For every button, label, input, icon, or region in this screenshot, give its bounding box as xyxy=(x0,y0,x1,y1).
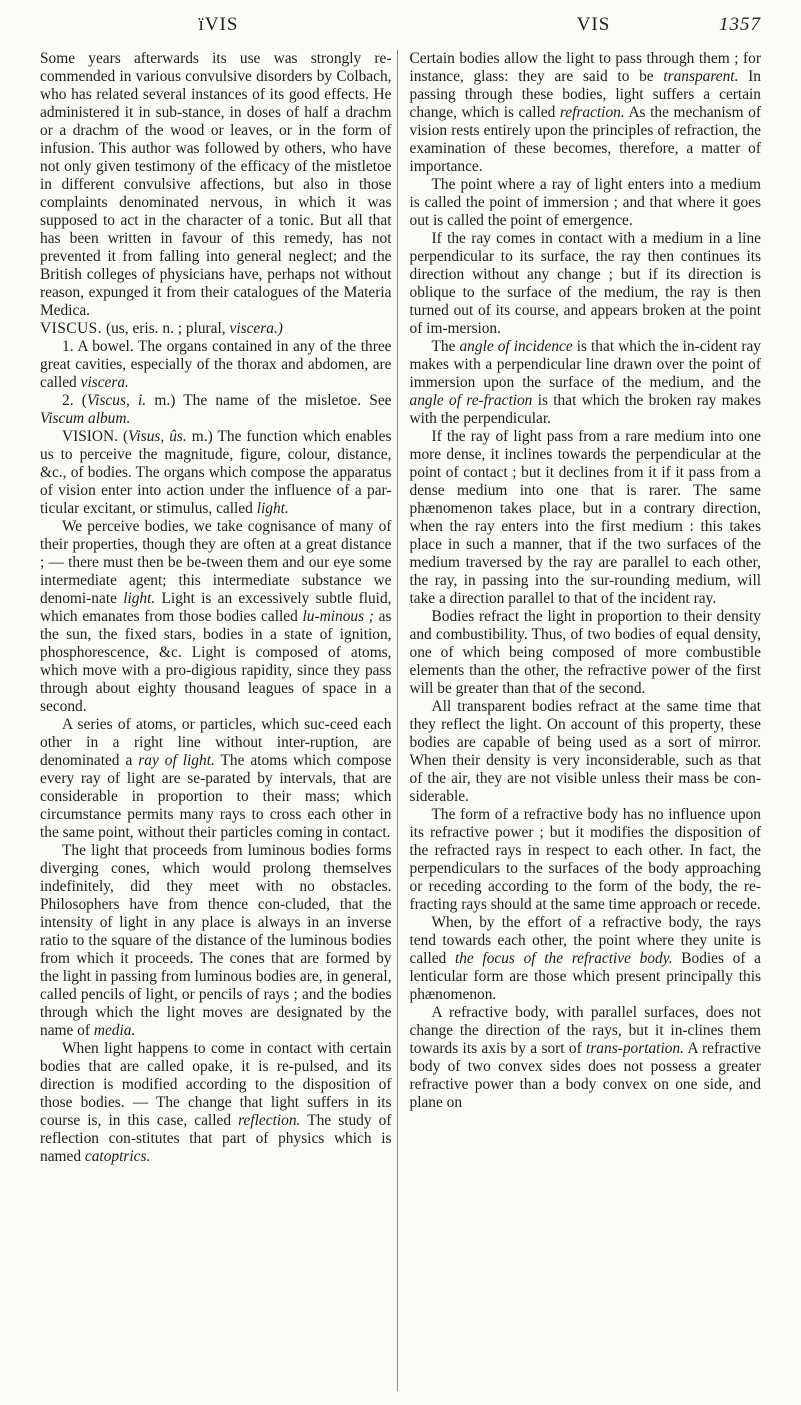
paragraph xyxy=(40,716,392,842)
body-text: The study of reflection con-stitutes that part of physics which is named xyxy=(40,1112,392,1165)
body-text: as the sun, the fixed stars, bodies in a state of ignition, phosphorescence, &c. Light is composed of atoms, which move with a pro-digious rapidity, since they pass through about eighty thousand leagues of space in a second. xyxy=(40,608,392,715)
paragraph xyxy=(410,50,762,176)
entry-etymology: ( xyxy=(123,428,129,445)
italic-term: transparent. xyxy=(663,68,739,85)
italic-term: catoptrics. xyxy=(84,1148,151,1165)
paragraph xyxy=(40,842,392,1040)
paragraph: Bodies refract the light in proportion to their density and combustibility. Thus, of two bodies of equal density, one of which being composed of more combustible elements than the other, the refractive power of the first will be greater than that of the second. xyxy=(409,608,761,697)
italic-term: viscera. xyxy=(80,374,129,391)
definition-text: 1. A bowel. The organs contained in any of the three great cavities, especially of the thorax and abdomen, are called xyxy=(40,338,392,391)
body-text: Bodies of a lenticular form are those which present principally this phænomenon. xyxy=(409,950,761,1003)
entry-gender: m.) xyxy=(191,428,213,445)
margin-mark: ï xyxy=(198,14,205,35)
definition-text: 2. ( xyxy=(62,392,87,409)
entry-plural: viscera.) xyxy=(229,320,283,337)
entry-viscus xyxy=(40,320,392,338)
body-text: is that which the broken ray makes with the perpendicular. xyxy=(409,392,761,427)
italic-term: angle of re-fraction xyxy=(409,392,533,409)
body-text: When, by the effort of a refractive body, the rays tend towards each other, the point where they unite is called xyxy=(409,914,761,967)
body-text: Certain bodies allow the light to pass through them ; for instance, glass: they are said to be xyxy=(409,50,761,85)
italic-term: ray of light. xyxy=(138,752,215,769)
entry-vision xyxy=(40,428,392,518)
running-head-right: VIS xyxy=(576,14,611,35)
definition-text: The function which enables us to perceive the magnitude, figure, colour, distance, &c., of bodies. The organs which compose the apparatus of vision enter into action under the influence of a par-ticular excitant, or stimulus, called xyxy=(40,428,392,517)
italic-term: refraction. xyxy=(559,104,625,121)
paragraph xyxy=(40,392,392,428)
body-text: The light that proceeds from luminous bodies forms diverging cones, which would prolong themselves indefinitely, did they meet with no obstacles. Philosophers have from thence con-cluded, that the intensity of light in any place is always in an inverse ratio to the square of the distance of the luminous bodies from which it proceeds. The cones that are formed by the light in passing from luminous bodies are, in general, called pencils of light, or pencils of rays ; and the bodies through which the light moves are designated by the name of xyxy=(40,842,392,1039)
italic-term: media. xyxy=(93,1022,136,1039)
italic-term: trans-portation. xyxy=(586,1040,684,1057)
body-text: As the mechanism of vision rests entirely upon the principles of refraction, the examination of these becomes, therefore, a matter of importance. xyxy=(409,104,761,175)
entry-etymology: (us, eris. n. ; plural, xyxy=(105,320,226,337)
page-header xyxy=(40,14,761,54)
paragraph xyxy=(40,1040,392,1166)
headword-viscus: VISCUS. xyxy=(40,320,103,337)
cross-reference: Viscum album. xyxy=(40,410,131,427)
italic-term: Viscus, i. xyxy=(86,392,147,409)
paragraph xyxy=(40,338,392,392)
italic-term: reflection. xyxy=(238,1112,301,1129)
paragraph: Some years afterwards its use was strongly re-commended in various convulsive disorders by Colbach, who has related several instances of its good effects. He administered it in sub-stance, in doses of half a drachm or a drachm of the wood or leaves, or in the form of infusion. This author was followed by others, who have not only given testimony of the efficacy of the mistletoe in different convulsive affections, but also in those complaints denominated nervous, in which it was supposed to act in the character of a tonic. But all that has been written in favour of this remedy, has not prevented it from falling into general neglect; and the British colleges of physicians have, perhaps not without reason, expunged it from their catalogues of the Materia Medica. xyxy=(40,50,392,319)
italic-term: Visus, ûs. xyxy=(128,428,187,445)
body-text: When light happens to come in contact with certain bodies that are called opake, it is re-pulsed, and its direction is modified according to the disposition of those bodies. — The change that light suffers in its course is, in this case, called xyxy=(40,1040,392,1129)
page-number: 1357 xyxy=(719,14,761,35)
paragraph: The point where a ray of light enters into a medium is called the point of immersion ; and that where it goes out is called the point of emergence. xyxy=(409,176,761,229)
italic-term: light. xyxy=(256,500,289,517)
body-text: A series of atoms, or particles, which suc-ceed each other in a right line without inter-ruption, are denominated a xyxy=(40,716,392,769)
paragraph: The form of a refractive body has no influence upon its refractive power ; but it modifies the disposition of the refracted rays in respect to each other. In fact, the perpendiculars to the surfaces of the body approaching or receding according to the form of the body, the re-fracting rays should at the same time approach or recede. xyxy=(409,806,761,913)
body-text: The atoms which compose every ray of light are se-parated by intervals, that are considerable in proportion to their mass; which circumstance permits many rays to cross each other in the same point, without their particles coming in contact. xyxy=(40,752,392,841)
paragraph xyxy=(410,914,762,1004)
right-column xyxy=(410,50,762,1166)
italic-term: the focus of the refractive body. xyxy=(454,950,673,967)
paragraph: If the ray comes in contact with a medium in a line perpendicular to its surface, the ray then continues its direction without any change ; but if its direction is oblique to the surface of the medium, the ray is then turned out of its course, and appears broken at the point of im-mersion. xyxy=(409,230,761,337)
body-text: A refractive body of two convex sides does not possess a greater refractive power than a body convex on one side, and plane on xyxy=(409,1040,761,1111)
paragraph xyxy=(40,518,392,716)
italic-term: light. xyxy=(123,590,156,607)
body-text: In passing through these bodies, light suffers a certain change, which is called xyxy=(409,68,761,121)
italic-term: angle of incidence xyxy=(459,338,573,355)
paragraph xyxy=(410,338,762,428)
definition-text: m.) The name of the misletoe. See xyxy=(154,392,392,409)
body-text: A refractive body, with parallel surfaces, does not change the direction of the rays, but it in-clines them towards its axis by a sort of xyxy=(409,1004,761,1057)
running-head-left xyxy=(40,14,397,36)
body-text: We perceive bodies, we take cognisance of many of their properties, though they are often at a great distance ; — there must then be be-tween them and our eye some intermediate agent; this intermediate substance we denomi-nate xyxy=(40,518,392,607)
text-columns xyxy=(40,50,761,1166)
italic-term: lu-minous ; xyxy=(302,608,374,625)
paragraph xyxy=(410,1004,762,1112)
headword-vision: VISION. xyxy=(62,428,119,445)
paragraph: If the ray of light pass from a rare medium into one more dense, it inclines towards the perpendicular at the point of contact ; but it declines from it if it pass from a dense medium into one that is rarer. The same phænomenon takes place, but in a contrary direction, when the ray enters into the first medium : this takes place in such a manner, that if the two surfaces of the medium traversed by the ray are parallel to each other, the ray, in passing into the sur-rounding medium, will take a direction parallel to that of the incident ray. xyxy=(409,428,761,607)
left-column xyxy=(40,50,392,1166)
body-text: The xyxy=(431,338,456,355)
paragraph: All transparent bodies refract at the same time that they reflect the light. On account of this property, these bodies are capable of being used as a sort of mirror. When their density is very inconsiderable, such as that of the air, they are not visible unless their mass be con-siderable. xyxy=(409,698,761,805)
body-text: is that which the in-cident ray makes with a perpendicular line drawn over the point of immersion upon the surface of the medium, and the xyxy=(409,338,762,391)
running-head-left-word: VIS xyxy=(204,14,239,35)
body-text: Light is an excessively subtle fluid, which emanates from those bodies called xyxy=(40,590,392,625)
